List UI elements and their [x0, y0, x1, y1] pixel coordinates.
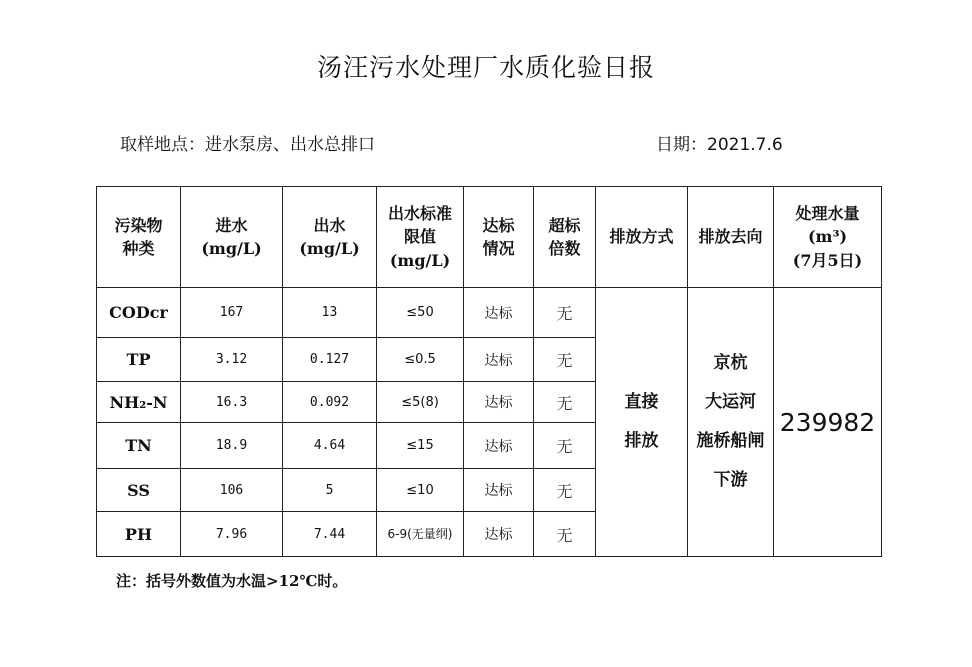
water-quality-table: [96, 186, 882, 557]
exceed-value: 无: [534, 512, 596, 557]
pollutant-name: TP: [97, 338, 181, 382]
table-row: [97, 288, 882, 338]
header-limit: 出水标准 限值 (mg/L): [377, 187, 464, 288]
header-pollutant: 污染物 种类: [97, 187, 181, 288]
status-value: 达标: [464, 469, 534, 512]
treated-volume: 239982: [774, 288, 882, 557]
header-inflow: 进水 (mg/L): [181, 187, 283, 288]
pollutant-name: PH: [97, 512, 181, 557]
exceed-value: 无: [534, 288, 596, 338]
outflow-value: 4.64: [283, 423, 377, 469]
header-volume: 处理水量 (m³) (7月5日): [774, 187, 882, 288]
status-value: 达标: [464, 423, 534, 469]
footnote: 注：括号外数值为水温>12℃时。: [116, 572, 348, 590]
inflow-value: 18.9: [181, 423, 283, 469]
report-date: 日期：2021.7.6: [656, 135, 783, 155]
exceed-value: 无: [534, 338, 596, 382]
discharge-method-cell: 直接 排放: [596, 288, 688, 557]
limit-value: ≤5(8): [377, 382, 464, 423]
inflow-value: 3.12: [181, 338, 283, 382]
outflow-value: 0.092: [283, 382, 377, 423]
header-row: [97, 187, 882, 288]
limit-value: ≤50: [377, 288, 464, 338]
status-value: 达标: [464, 512, 534, 557]
status-value: 达标: [464, 338, 534, 382]
status-value: 达标: [464, 288, 534, 338]
outflow-value: 7.44: [283, 512, 377, 557]
header-outflow: 出水 (mg/L): [283, 187, 377, 288]
pollutant-name: NH₂-N: [97, 382, 181, 423]
outflow-value: 13: [283, 288, 377, 338]
outflow-value: 5: [283, 469, 377, 512]
exceed-value: 无: [534, 469, 596, 512]
limit-value: 6-9(无量纲): [377, 512, 464, 557]
limit-value: ≤15: [377, 423, 464, 469]
limit-value: ≤10: [377, 469, 464, 512]
status-value: 达标: [464, 382, 534, 423]
pollutant-name: TN: [97, 423, 181, 469]
limit-value: ≤0.5: [377, 338, 464, 382]
exceed-value: 无: [534, 382, 596, 423]
inflow-value: 16.3: [181, 382, 283, 423]
discharge-direction-cell: 京杭 大运河 施桥船闸 下游: [688, 288, 774, 557]
header-discharge-direction: 排放去向: [688, 187, 774, 288]
exceed-value: 无: [534, 423, 596, 469]
header-exceed: 超标 倍数: [534, 187, 596, 288]
outflow-value: 0.127: [283, 338, 377, 382]
pollutant-name: SS: [97, 469, 181, 512]
report-title: 汤汪污水处理厂水质化验日报: [316, 53, 655, 82]
pollutant-name: CODcr: [97, 288, 181, 338]
sampling-location: 取样地点：进水泵房、出水总排口: [120, 135, 375, 155]
inflow-value: 167: [181, 288, 283, 338]
inflow-value: 106: [181, 469, 283, 512]
inflow-value: 7.96: [181, 512, 283, 557]
header-status: 达标 情况: [464, 187, 534, 288]
header-discharge-method: 排放方式: [596, 187, 688, 288]
